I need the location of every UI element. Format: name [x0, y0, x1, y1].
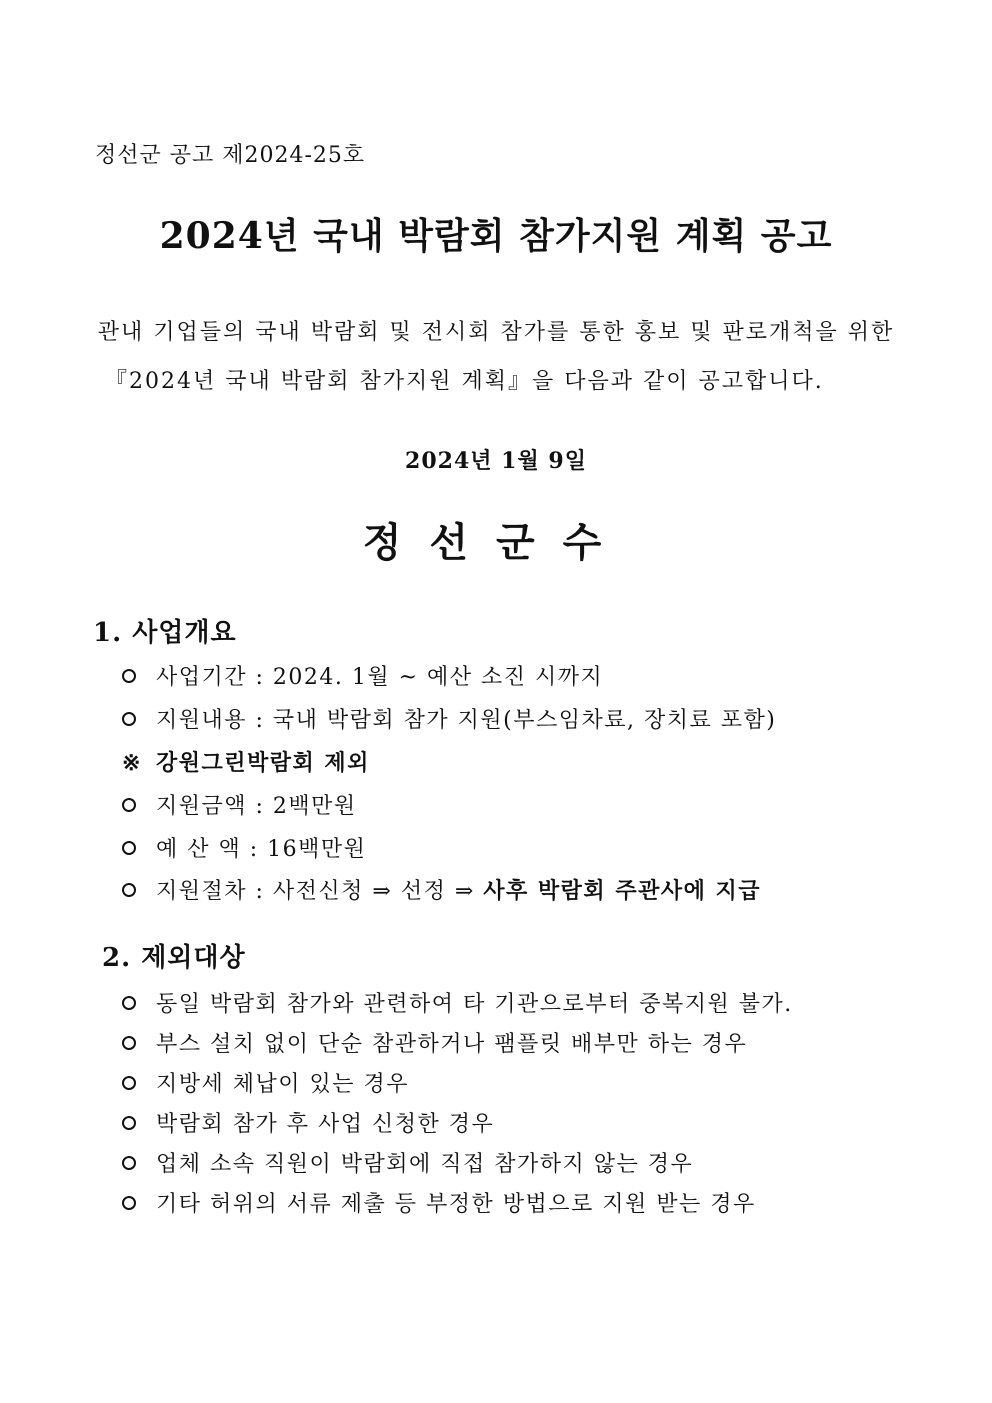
list-item-text: 지원내용 : 국내 박람회 참가 지원(부스임차료, 장치료 포함) [156, 708, 777, 733]
issuer-name: 정선군수 [362, 519, 630, 566]
list-item-text: 기타 허위의 서류 제출 등 부정한 방법으로 지원 받는 경우 [156, 1192, 756, 1217]
reference-mark-icon: ※ [122, 750, 142, 776]
circle-bullet-icon [122, 712, 136, 726]
circle-bullet-icon [122, 841, 136, 855]
document-title: 2024년 국내 박람회 참가지원 계획 공고 [159, 215, 833, 257]
circle-bullet-icon [122, 1036, 136, 1050]
section-2-title: 2. 제외대상 [102, 943, 246, 973]
circle-bullet-icon [122, 883, 136, 897]
list-item-text: 지원금액 : 2백만원 [156, 794, 357, 819]
circle-bullet-icon [122, 1196, 136, 1210]
procedure-label: 지원절차 : 사전신청 ⇒ 선정 ⇒ [156, 879, 484, 904]
list-item [122, 1107, 494, 1138]
circle-bullet-icon [122, 1076, 136, 1090]
list-item-text: 사업기간 : 2024. 1월 ~ 예산 소진 시까지 [156, 665, 604, 690]
list-item [122, 832, 366, 863]
list-item [122, 1187, 756, 1218]
circle-bullet-icon [122, 996, 136, 1010]
section-1-title: 1. 사업개요 [93, 618, 237, 648]
circle-bullet-icon [122, 798, 136, 812]
intro-line-1: 관내 기업들의 국내 박람회 및 전시회 참가를 통한 홍보 및 판로개척을 위한 [97, 320, 895, 345]
list-item [122, 987, 793, 1018]
intro-line-2: 『2024년 국내 박람회 참가지원 계획』을 다음과 같이 공고합니다. [105, 369, 824, 394]
note-text: 강원그린박람회 제외 [156, 750, 370, 776]
list-item [122, 1067, 409, 1098]
circle-bullet-icon [122, 1156, 136, 1170]
notice-date: 2024년 1월 9일 [405, 448, 587, 474]
list-item-text: 지방세 체납이 있는 경우 [156, 1072, 410, 1097]
list-item [122, 1027, 747, 1058]
list-item [122, 789, 357, 820]
list-item-text: 부스 설치 없이 단순 참관하거나 팸플릿 배부만 하는 경우 [156, 1032, 748, 1057]
note-item [122, 746, 370, 777]
procedure-final-step: 사후 박람회 주관사에 지급 [483, 878, 762, 904]
list-item-text: 박람회 참가 후 사업 신청한 경우 [156, 1112, 495, 1137]
list-item [122, 703, 776, 734]
circle-bullet-icon [122, 1116, 136, 1130]
list-item [122, 874, 761, 905]
list-item-text: 동일 박람회 참가와 관련하여 타 기관으로부터 중복지원 불가. [156, 992, 793, 1017]
list-item-text: 업체 소속 직원이 박람회에 직접 참가하지 않는 경우 [156, 1152, 694, 1177]
circle-bullet-icon [122, 669, 136, 683]
notice-number: 정선군 공고 제2024-25호 [95, 143, 366, 168]
list-item [122, 1147, 693, 1178]
list-item [122, 660, 603, 691]
list-item-text: 예 산 액 : 16백만원 [156, 837, 367, 862]
